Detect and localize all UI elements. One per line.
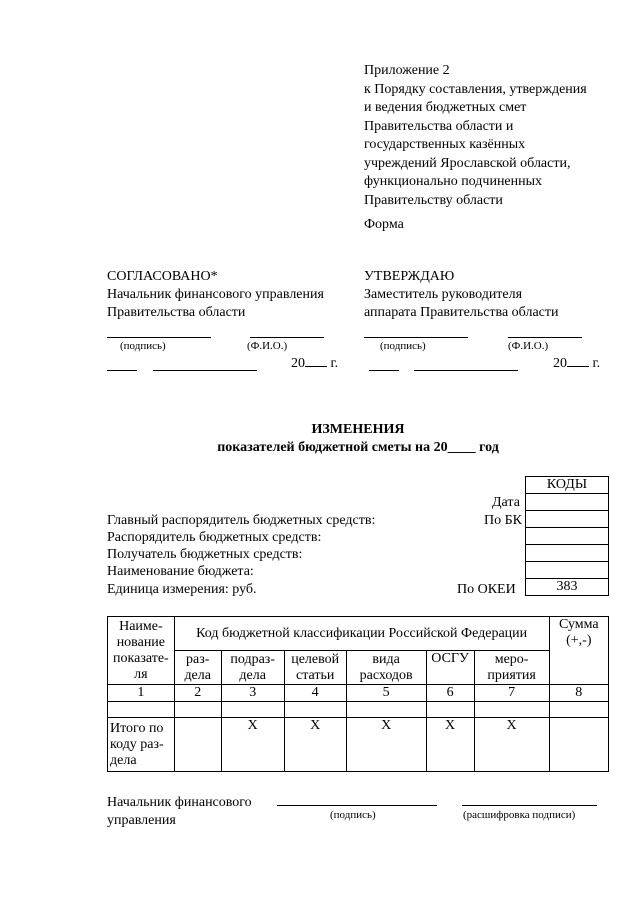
- agreed-year-suffix: г.: [330, 356, 339, 371]
- annex-line: и ведения бюджетных смет: [364, 100, 527, 115]
- header-indicator-name: Наиме- нование показате- ля: [108, 617, 175, 685]
- total-cell: X: [426, 718, 474, 772]
- table-cell[interactable]: [108, 702, 175, 718]
- total-cell: X: [346, 718, 426, 772]
- total-cell: X: [284, 718, 346, 772]
- column-number: 6: [426, 685, 474, 702]
- approved-name-line: [508, 337, 582, 338]
- agreed-name-line: [250, 337, 324, 338]
- annex-line: Правительству области: [364, 192, 503, 208]
- approved-year: [553, 354, 600, 372]
- total-sum-cell[interactable]: [549, 718, 608, 772]
- table-cell[interactable]: [346, 702, 426, 718]
- changes-table: [107, 616, 609, 772]
- header-event: меро- приятия: [474, 651, 549, 685]
- column-number: 8: [549, 685, 608, 702]
- approved-signature-line: [364, 337, 468, 338]
- table-cell[interactable]: [174, 702, 221, 718]
- footer-decode-label: (расшифровка подписи): [463, 809, 576, 821]
- info-row: Наименование бюджета:: [107, 564, 254, 579]
- approved-day-line: [369, 370, 399, 371]
- table-cell[interactable]: [426, 702, 474, 718]
- okei-label: По ОКЕИ: [457, 582, 516, 597]
- header-expense-type: вида расходов: [346, 651, 426, 685]
- codes-header: КОДЫ: [526, 477, 609, 494]
- agreed-signature-label: (подпись): [120, 340, 166, 352]
- header-sum: Сумма (+,-): [549, 617, 608, 685]
- date-label: Дата: [492, 495, 520, 510]
- footer-line2: управления: [107, 813, 176, 828]
- annex-line: учреждений Ярославской области,: [364, 155, 571, 171]
- agreed-year-prefix: 20: [291, 356, 305, 371]
- total-cell: X: [221, 718, 284, 772]
- header-subsection: подраз- дела: [221, 651, 284, 685]
- footer-signature-label: (подпись): [330, 809, 376, 821]
- annex-line: функционально подчиненных: [364, 174, 543, 189]
- annex-line: к Порядку составления, утверждения: [364, 81, 587, 97]
- column-number: 3: [221, 685, 284, 702]
- info-row: Главный распорядитель бюджетных средств:: [107, 513, 376, 528]
- column-number: 2: [174, 685, 221, 702]
- agreed-year: [291, 354, 338, 372]
- info-row: Получатель бюджетных средств:: [107, 547, 303, 562]
- column-number: 1: [108, 685, 175, 702]
- footer-line1: Начальник финансового: [107, 795, 252, 810]
- code-cell[interactable]: [526, 528, 609, 545]
- total-cell[interactable]: [174, 718, 221, 772]
- total-row: [108, 718, 609, 772]
- header-section: раз- дела: [174, 651, 221, 685]
- table-cell[interactable]: [474, 702, 549, 718]
- code-cell[interactable]: [526, 562, 609, 579]
- header-target-item: целевой статьи: [284, 651, 346, 685]
- footer-signature-line: [277, 805, 437, 806]
- annex-line: Правительства области и: [364, 118, 514, 134]
- column-number: 4: [284, 685, 346, 702]
- info-row: Распорядитель бюджетных средств:: [107, 530, 322, 545]
- header-budget-classification: Код бюджетной классификации Российской Федерации: [174, 617, 549, 651]
- approved-line1: Заместитель руководителя: [364, 287, 523, 302]
- approved-month-line: [414, 370, 518, 371]
- total-cell: X: [474, 718, 549, 772]
- approved-name-label: (Ф.И.О.): [508, 340, 549, 352]
- table-cell[interactable]: [284, 702, 346, 718]
- approved-title: УТВЕРЖДАЮ: [364, 269, 455, 284]
- info-row: Единица измерения: руб.: [107, 582, 257, 597]
- document-subtitle: показателей бюджетной сметы на 20____ год: [217, 440, 499, 455]
- code-date-cell[interactable]: [526, 494, 609, 511]
- approved-line2: аппарата Правительства области: [364, 305, 559, 320]
- annex-line: Приложение 2: [364, 63, 450, 78]
- agreed-signature-line: [107, 337, 211, 338]
- column-number: 5: [346, 685, 426, 702]
- header-osgu: ОСГУ: [426, 651, 474, 685]
- footer-decode-line: [462, 805, 597, 806]
- code-okei-cell: 383: [526, 579, 609, 596]
- agreed-line2: Правительства области: [107, 305, 246, 320]
- annex-line: государственных казённых: [364, 137, 526, 152]
- approved-year-suffix: г.: [592, 356, 601, 371]
- code-cell[interactable]: [526, 545, 609, 562]
- total-label: Итого по коду раз- дела: [108, 718, 175, 772]
- table-cell[interactable]: [549, 702, 608, 718]
- agreed-line1: Начальник финансового управления: [107, 287, 324, 302]
- column-number: 7: [474, 685, 549, 702]
- approved-signature-label: (подпись): [380, 340, 426, 352]
- annex-block: [364, 62, 587, 210]
- code-bk-cell[interactable]: [526, 511, 609, 528]
- agreed-name-label: (Ф.И.О.): [247, 340, 288, 352]
- approved-year-prefix: 20: [553, 356, 567, 371]
- agreed-day-line: [107, 370, 137, 371]
- table-row: [108, 702, 609, 718]
- codes-table: [525, 476, 609, 596]
- table-cell[interactable]: [221, 702, 284, 718]
- bk-label: По БК: [484, 513, 522, 528]
- agreed-title: СОГЛАСОВАНО*: [107, 269, 218, 284]
- document-title: ИЗМЕНЕНИЯ: [311, 422, 405, 437]
- form-label: Форма: [364, 217, 404, 232]
- agreed-month-line: [153, 370, 257, 371]
